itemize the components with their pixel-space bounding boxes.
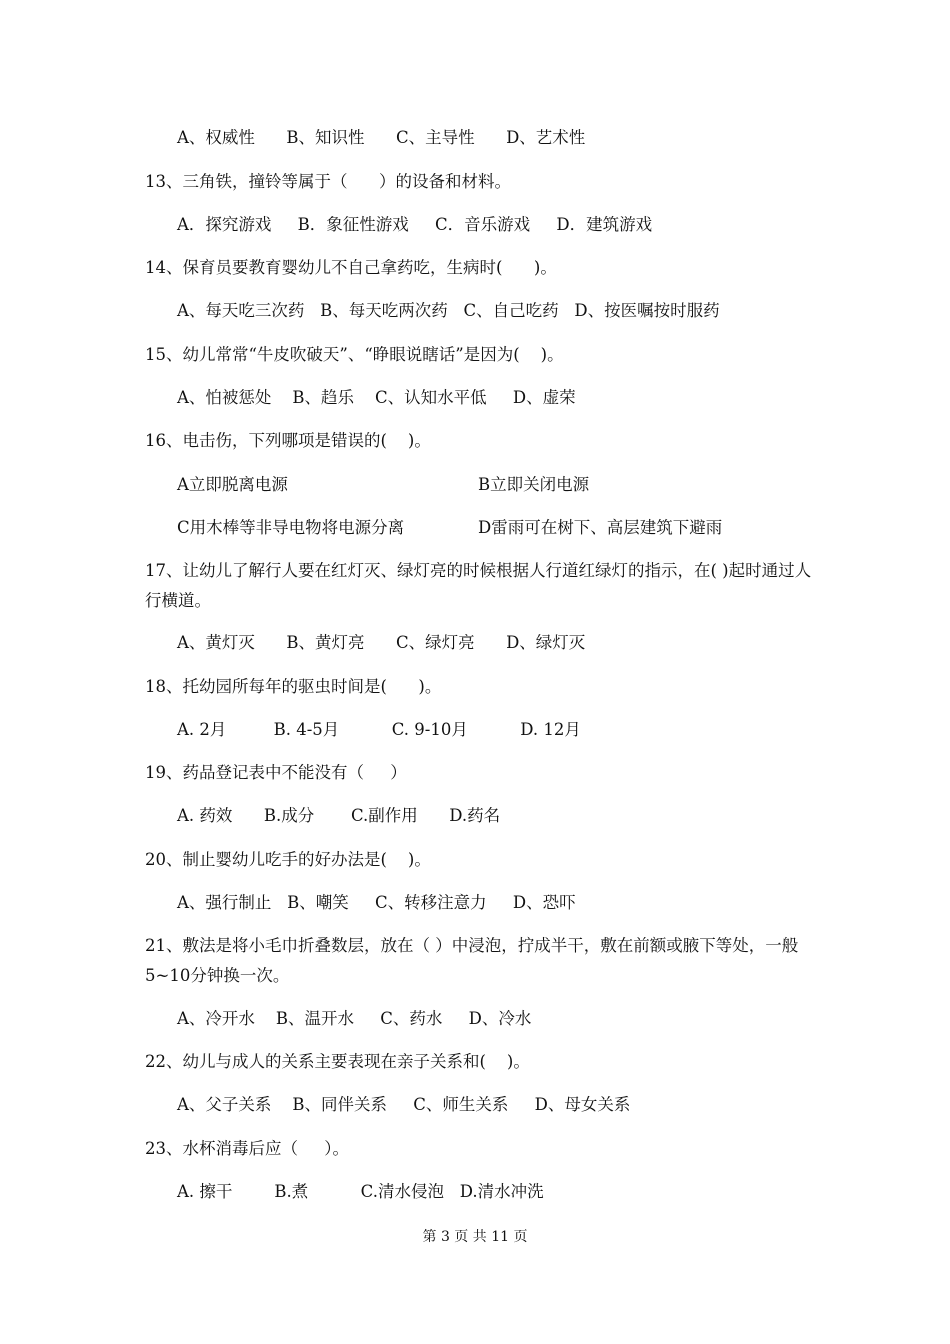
q18-options: A. 2月 B. 4-5月 C. 9-10月 D. 12月 xyxy=(177,720,581,739)
q23-options: A. 擦干 B.煮 C.清水侵泡 D.清水冲洗 xyxy=(177,1182,544,1201)
q18-stem: 18、托幼园所每年的驱虫时间是( )。 xyxy=(145,677,442,696)
q14-options: A、每天吃三次药 B、每天吃两次药 C、自己吃药 D、按医嘱按时服药 xyxy=(177,301,720,320)
q17-stem: 17、让幼儿了解行人要在红灯灭、绿灯亮的时候根据人行道红绿灯的指示，在( )起时通过人行横道。 xyxy=(145,561,812,610)
q17-options: A、黄灯灭 B、黄灯亮 C、绿灯亮 D、绿灯灭 xyxy=(177,633,586,652)
q21-options: A、冷开水 B、温开水 C、药水 D、冷水 xyxy=(177,1009,532,1028)
q16-option-c: C用木棒等非导电物将电源分离 xyxy=(177,518,405,537)
q19-stem: 19、药品登记表中不能没有（ ） xyxy=(145,763,407,782)
q14-stem: 14、保育员要教育婴幼儿不自己拿药吃，生病时( )。 xyxy=(145,258,557,277)
q20-options: A、强行制止 B、嘲笑 C、转移注意力 D、恐吓 xyxy=(177,893,576,912)
q19-options: A. 药效 B.成分 C.副作用 D.药名 xyxy=(177,806,501,825)
q13-options: A．探究游戏 B．象征性游戏 C．音乐游戏 D．建筑游戏 xyxy=(177,215,653,234)
q13-stem: 13、三角铁，撞铃等属于（ ）的设备和材料。 xyxy=(145,172,511,191)
q20-stem: 20、制止婴幼儿吃手的好办法是( )。 xyxy=(145,850,431,869)
q22-options: A、父子关系 B、同伴关系 C、师生关系 D、母女关系 xyxy=(177,1095,631,1114)
q16-option-b: B立即关闭电源 xyxy=(478,475,590,494)
q22-stem: 22、幼儿与成人的关系主要表现在亲子关系和( )。 xyxy=(145,1052,530,1071)
page-footer: 第 3 页 共 11 页 xyxy=(422,1229,528,1245)
q15-options: A、怕被惩处 B、趋乐 C、认知水平低 D、虚荣 xyxy=(177,388,576,407)
q21-stem: 21、敷法是将小毛巾折叠数层，放在（ ）中浸泡，拧成半干，敷在前额或腋下等处，一般5~10分钟换一次。 xyxy=(145,936,799,985)
q16-option-a: A立即脱离电源 xyxy=(177,475,288,494)
q23-stem: 23、水杯消毒后应（ ）。 xyxy=(145,1139,349,1158)
q12-options: A、权威性 B、知识性 C、主导性 D、艺术性 xyxy=(177,128,586,147)
q16-stem: 16、电击伤，下列哪项是错误的( )。 xyxy=(145,431,431,450)
q16-option-d: D雷雨可在树下、高层建筑下避雨 xyxy=(478,518,723,537)
q15-stem: 15、幼儿常常“牛皮吹破天”、“睁眼说瞎话”是因为( )。 xyxy=(145,345,564,364)
